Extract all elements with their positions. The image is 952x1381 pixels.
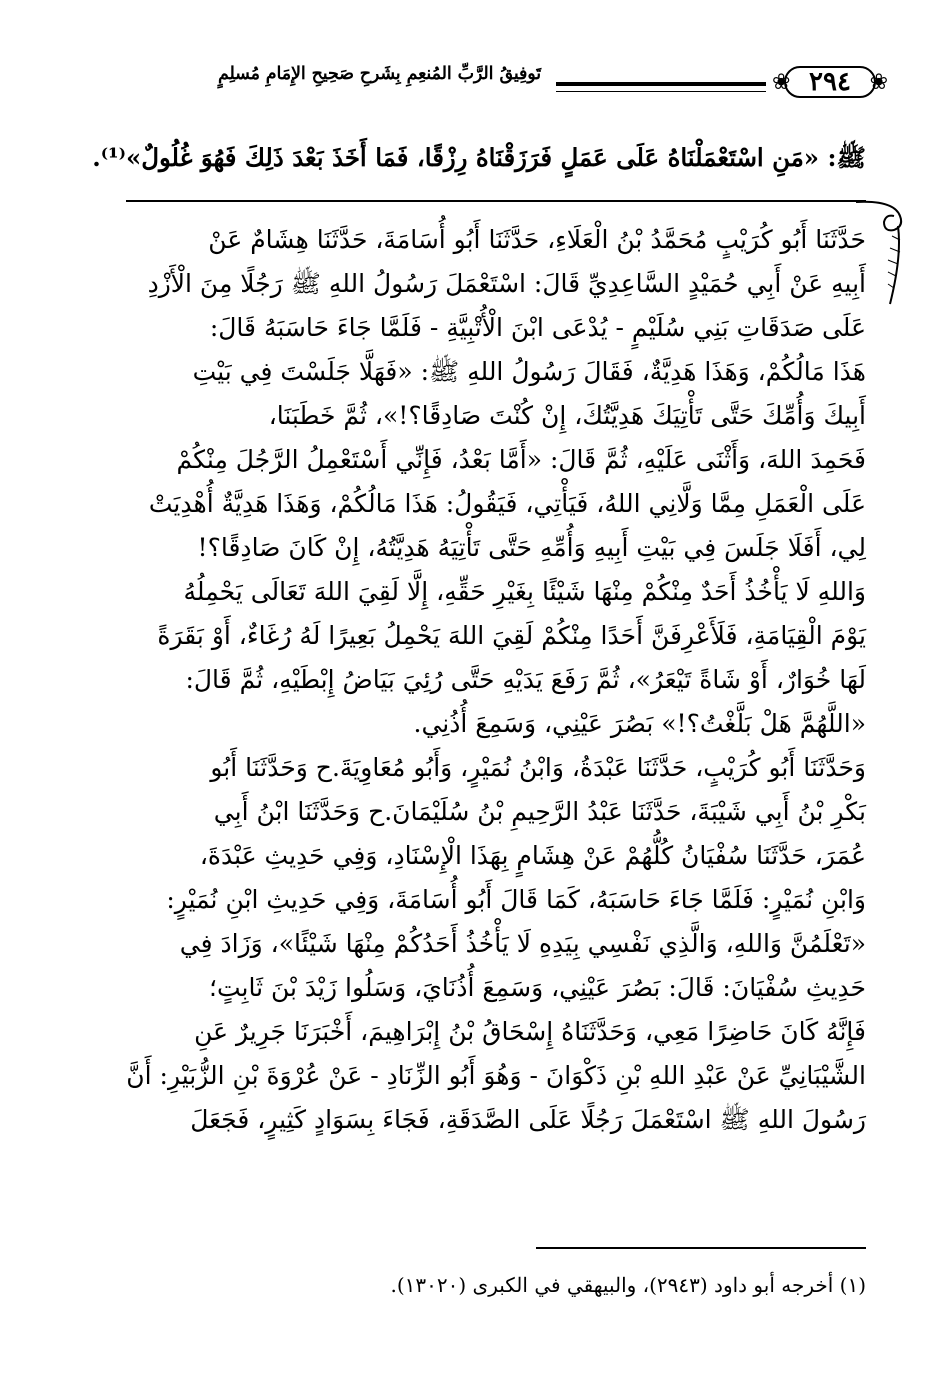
text-line: «تَعْلَمُنَّ وَاللهِ، وَالَّذِي نَفْسِي بِيَدِهِ لَا يَأْخُذُ أَحَدُكُمْ مِنْهَا شَيْئًا»، وَزَادَ فِي <box>179 929 866 958</box>
ornament-left-icon: ❀ <box>772 70 791 95</box>
carry-over-text: ﷺ: «مَنِ اسْتَعْمَلْنَاهُ عَلَى عَمَلٍ فَرَزَقْنَاهُ رِزْقًا، فَمَا أَخَذَ بَعْدَ ذَلِكَ فَهُوَ غُلُولٌ»⁽¹⁾. <box>92 143 866 172</box>
text-line: رَسُولَ اللهِ ﷺ اسْتَعْمَلَ رَجُلًا عَلَى الصَّدَقَةِ، فَجَاءَ بِسَوَادٍ كَثِيرٍ، فَجَعَلَ <box>190 1105 866 1134</box>
footnote: (١) أخرجه أبو داود (٢٩٤٣)، والبيهقي في الكبرى (١٣٠٢٠). <box>390 1273 866 1297</box>
text-line: أَبِيهِ عَنْ أَبِي حُمَيْدٍ السَّاعِدِيِّ قَالَ: اسْتَعْمَلَ رَسُولُ اللهِ ﷺ رَجُلًا مِنَ الْأَزْدِ <box>147 269 866 298</box>
text-line: عَلَى الْعَمَلِ مِمَّا وَلَّانِي اللهُ، فَيَأْتِي، فَيَقُولُ: هَذَا مَالُكُمْ، وَهَذَا هَدِيَّةٌ أُهْدِيَتْ <box>148 489 866 518</box>
ornament-right-icon: ❀ <box>869 70 888 95</box>
text-line: فَإِنَّهُ كَانَ حَاضِرًا مَعِي، وَحَدَّثَنَاهُ إِسْحَاقُ بْنُ إِبْرَاهِيمَ، أَخْبَرَنَا جَرِيرٌ عَنِ <box>194 1017 866 1046</box>
text-line: بَكْرِ بْنُ أَبِي شَيْبَةَ، حَدَّثَنَا عَبْدُ الرَّحِيمِ بْنُ سُلَيْمَانَ.ح وَحَدَّثَنَا ابْنُ أَبِي <box>213 797 866 826</box>
text-line: لَهَا خُوَارٌ، أَوْ شَاةً تَيْعَرُ»، ثُمَّ رَفَعَ يَدَيْهِ حَتَّى رُئِيَ بَيَاضُ إِبْطَيْهِ، ثُمَّ قَالَ: <box>185 665 866 694</box>
text-line: لِي، أَفَلَا جَلَسَ فِي بَيْتِ أَبِيهِ وَأُمِّهِ حَتَّى تَأْتِيَهُ هَدِيَّتُهُ، إِنْ كَانَ صَادِقًا؟! <box>197 533 866 562</box>
book-title: تَوفِيقُ الرَّبِّ المُنعِمِ بِشَرحِ صَحِيحِ الإِمَامِ مُسلِمٍ <box>217 64 541 84</box>
text-line: فَحَمِدَ اللهَ، وَأَثْنَى عَلَيْهِ، ثُمَّ قَالَ: «أَمَّا بَعْدُ، فَإِنِّي أَسْتَعْمِلُ الرَّجُلَ مِنْكُمْ <box>176 445 866 474</box>
page-number: ٢٩٤ <box>809 67 851 97</box>
text-line: «اللَّهُمَّ هَلْ بَلَّغْتُ؟!» بَصُرَ عَيْنِي، وَسَمِعَ أُذُنِي. <box>413 709 866 738</box>
header-rule-thin <box>556 91 766 92</box>
text-line: هَذَا مَالُكُمْ، وَهَذَا هَدِيَّةٌ، فَقَالَ رَسُولُ اللهِ ﷺ: «فَهَلَّا جَلَسْتَ فِي بَيْتِ <box>192 357 866 386</box>
page-number-badge <box>774 60 886 104</box>
text-line: عَلَى صَدَقَاتِ بَنِي سُلَيْمٍ - يُدْعَى ابْنَ الْأُتْبِيَّةِ - فَلَمَّا جَاءَ حَاسَبَهُ قَالَ: <box>209 313 866 342</box>
header-rule <box>556 82 766 86</box>
text-line: حَدِيثِ سُفْيَانَ: قَالَ: بَصُرَ عَيْنِي، وَسَمِعَ أُذُنَايَ، وَسَلُوا زَيْدَ بْنَ ثَابِتٍ؛ <box>209 973 866 1002</box>
text-line: وَحَدَّثَنَا أَبُو كُرَيْبٍ، حَدَّثَنَا عَبْدَةُ، وَابْنُ نُمَيْرٍ، وَأَبُو مُعَاوِيَةَ.ح وَحَدَّثَنَا أَبُو <box>210 753 866 782</box>
text-line: حَدَّثَنَا أَبُو كُرَيْبٍ مُحَمَّدُ بْنُ الْعَلَاءِ، حَدَّثَنَا أَبُو أُسَامَةَ، حَدَّثَنَا هِشَامٌ عَنْ <box>208 225 866 254</box>
page-header <box>96 58 886 118</box>
text-line: وَاللهِ لَا يَأْخُذُ أَحَدٌ مِنْكُمْ مِنْهَا شَيْئًا بِغَيْرِ حَقِّهِ، إِلَّا لَقِيَ اللهَ تَعَالَى يَحْمِلُهُ <box>183 577 866 606</box>
text-line: عُمَرَ، حَدَّثَنَا سُفْيَانُ كُلُّهُمْ عَنْ هِشَامٍ بِهَذَا الْإِسْنَادِ، وَفِي حَدِيثِ عَبْدَةَ، <box>199 841 866 870</box>
text-line: أَبِيكَ وَأُمِّكَ حَتَّى تَأْتِيَكَ هَدِيَّتُكَ، إِنْ كُنْتَ صَادِقًا؟!»، ثُمَّ خَطَبَنَا، <box>268 401 866 430</box>
text-line: الشَّيْبَانِيِّ عَنْ عَبْدِ اللهِ بْنِ ذَكْوَانَ - وَهُوَ أَبُو الزِّنَادِ - عَنْ عُرْوَةَ بْنِ الزُّبَيْرِ: أَنَّ <box>126 1061 866 1090</box>
text-line: وَابْنِ نُمَيْرٍ: فَلَمَّا جَاءَ حَاسَبَهُ، كَمَا قَالَ أَبُو أُسَامَةَ، وَفِي حَدِيثِ ابْنِ نُمَيْرٍ: <box>166 885 866 914</box>
footnote-separator <box>536 1247 866 1249</box>
hadith-body <box>74 218 866 1142</box>
text-line: يَوْمَ الْقِيَامَةِ، فَلَأَعْرِفَنَّ أَحَدًا مِنْكُمْ لَقِيَ اللهَ يَحْمِلُ بَعِيرًا لَهُ رُغَاءٌ، أَوْ بَقَرَةً <box>157 621 866 650</box>
